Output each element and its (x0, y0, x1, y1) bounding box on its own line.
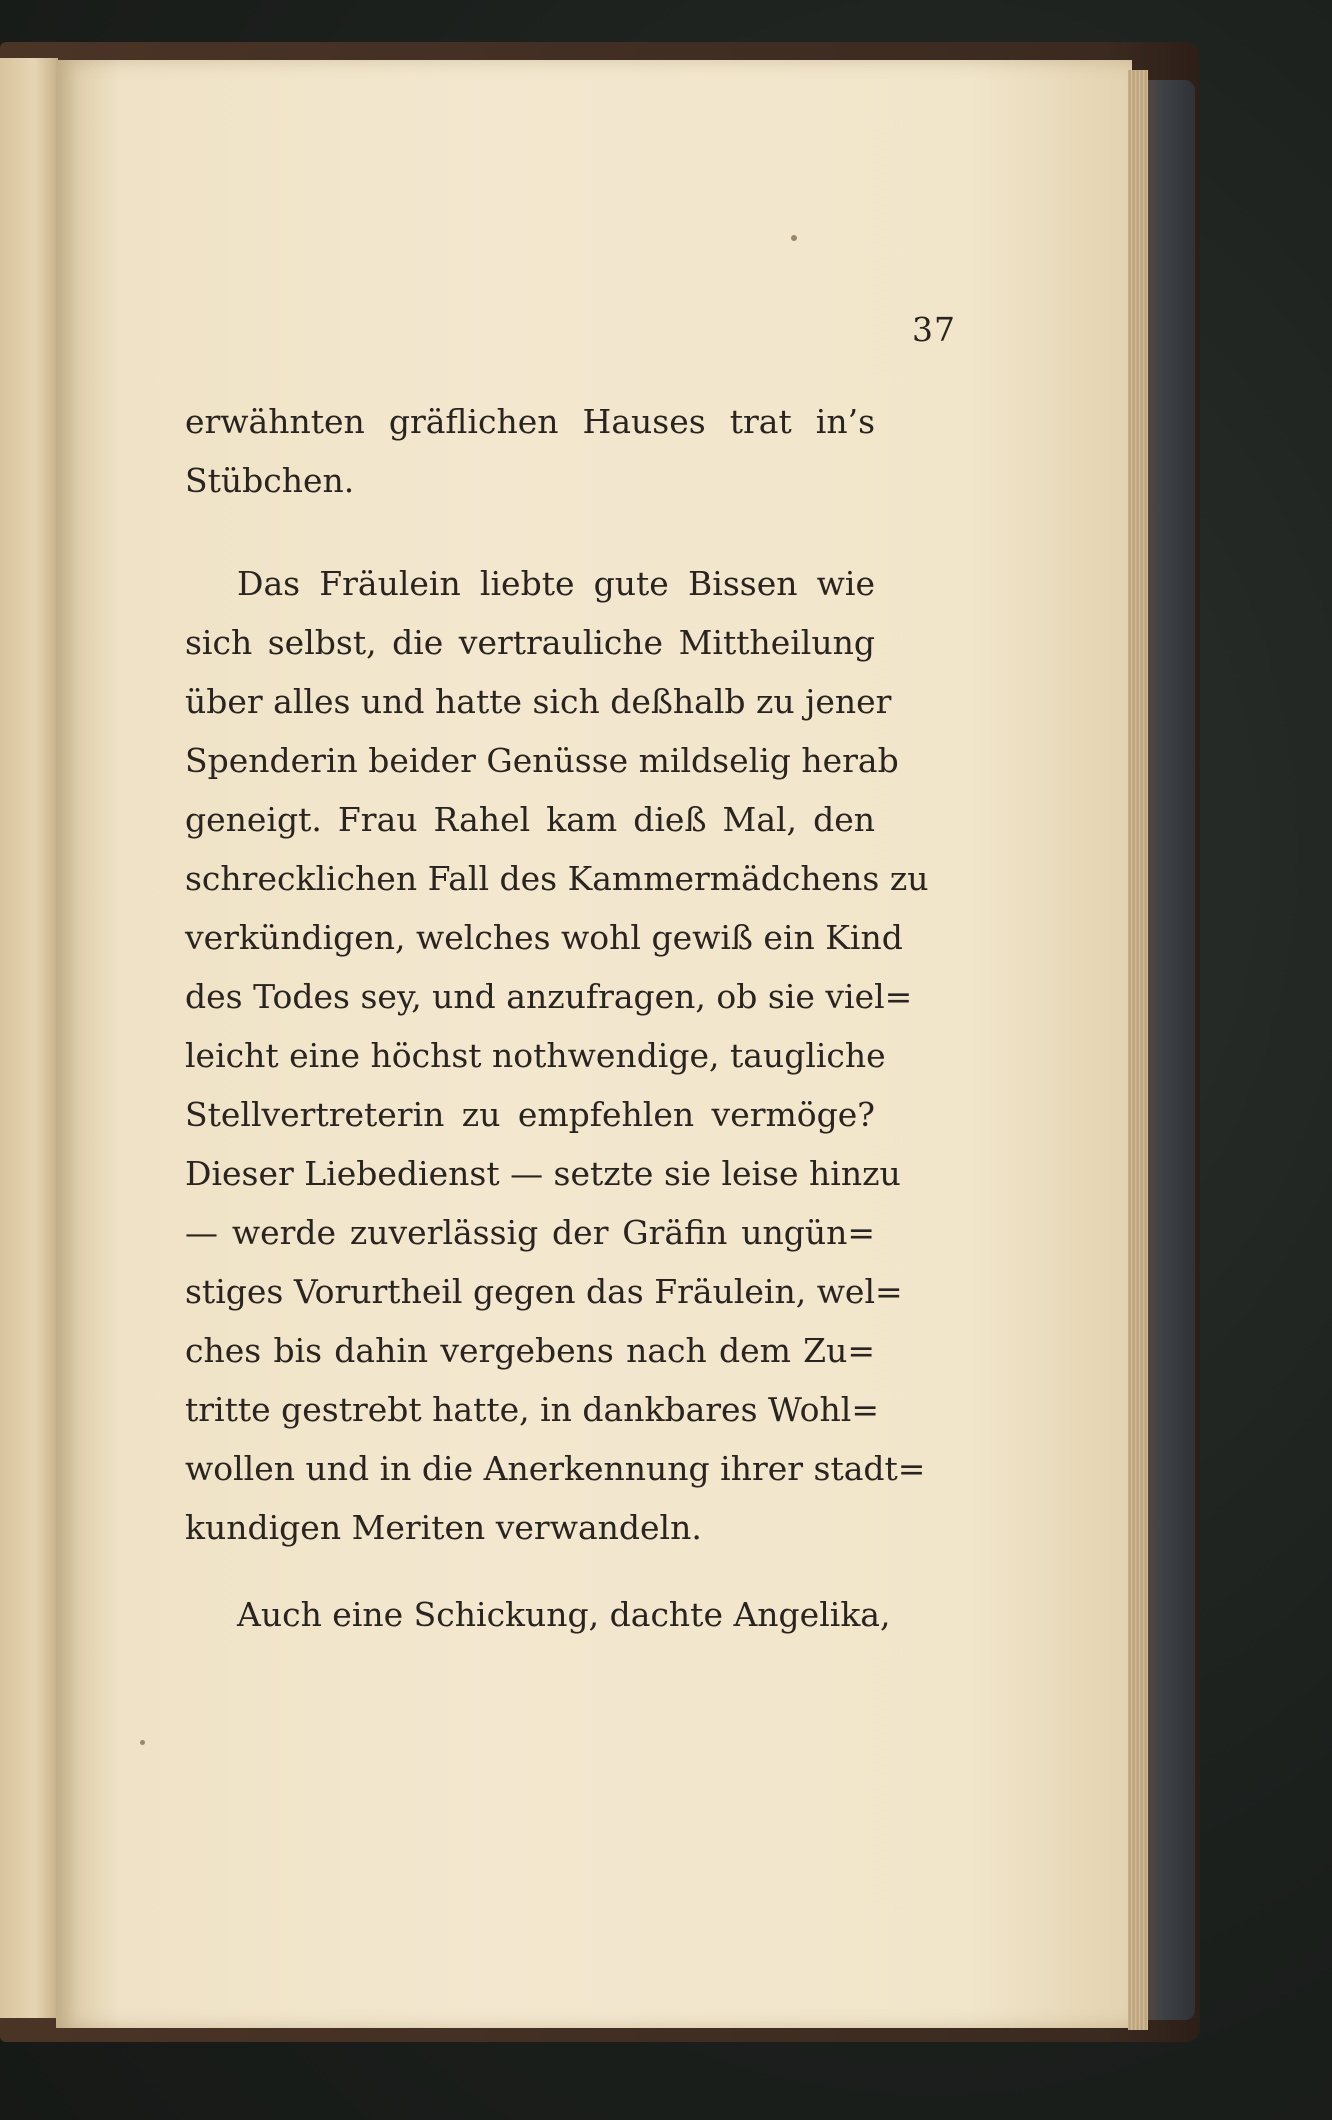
page-stack-edge (1128, 70, 1148, 2030)
text-line: verkündigen, welches wohl gewiß ein Kind (185, 918, 903, 957)
text-line: des Todes sey, und anzufragen, ob sie viel= (185, 977, 913, 1016)
paper-speck (791, 235, 797, 241)
text-line: erwähnten gräflichen Hauses trat in’s (185, 402, 875, 441)
text-line: sich selbst, die vertrauliche Mittheilung (185, 623, 875, 662)
paragraph (185, 392, 875, 510)
text-line: leicht eine höchst nothwendige, taugliche (185, 1036, 886, 1075)
text-line: geneigt. Frau Rahel kam dieß Mal, den (185, 800, 875, 839)
paragraph (185, 1585, 891, 1644)
text-line: wollen und in die Anerkennung ihrer stadt= (185, 1449, 926, 1488)
text-line: Auch eine Schickung, dachte Angelika, (237, 1595, 891, 1634)
text-line: tritte gestrebt hatte, in dankbares Wohl= (185, 1390, 879, 1429)
paper-speck (140, 1740, 145, 1745)
text-line: Dieser Liebedienst — setzte sie leise hinzu (185, 1154, 901, 1193)
book-cover-edge (1140, 80, 1195, 2020)
text-line: Das Fräulein liebte gute Bissen wie (237, 564, 875, 603)
text-line: Stellvertreterin zu empfehlen vermöge? (185, 1095, 875, 1134)
text-line: stiges Vorurtheil gegen das Fräulein, wel= (185, 1272, 903, 1311)
text-line: ches bis dahin vergebens nach dem Zu= (185, 1331, 875, 1370)
text-line: schrecklichen Fall des Kammermädchens zu (185, 859, 929, 898)
text-line: — werde zuverlässig der Gräfin ungün= (185, 1213, 875, 1252)
text-line: über alles und hatte sich deßhalb zu jener (185, 682, 892, 721)
text-line: Stübchen. (185, 461, 355, 500)
text-line: kundigen Meriten verwandeln. (185, 1508, 702, 1547)
left-page-edge (0, 58, 58, 2018)
body-text (185, 392, 929, 1644)
text-line: Spenderin beider Genüsse mildselig herab (185, 741, 899, 780)
paragraph (185, 554, 929, 1557)
page-number: 37 (912, 310, 956, 349)
